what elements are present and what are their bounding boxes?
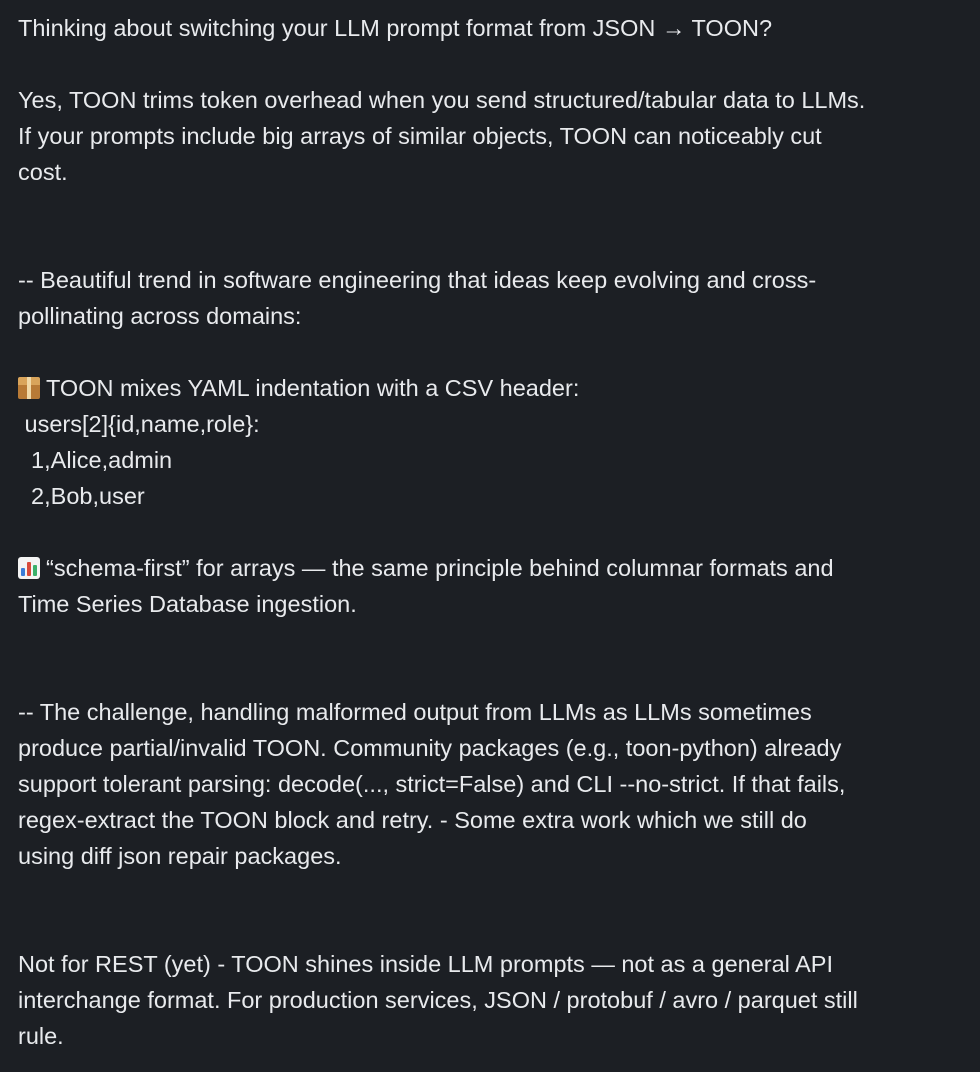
bar-chart-icon <box>18 557 40 579</box>
paragraph-line: If your prompts include big arrays of similar objects, TOON can noticeably cut <box>18 123 822 149</box>
challenge-line: -- The challenge, handling malformed output from LLMs as LLMs sometimes <box>18 699 812 725</box>
toon-heading-text: TOON mixes YAML indentation with a CSV header: <box>46 375 580 401</box>
code-line: 2,Bob,user <box>18 483 145 509</box>
challenge-line: support tolerant parsing: decode(..., strict=False) and CLI --no-strict. If that fails, <box>18 771 846 797</box>
challenge-line: using diff json repair packages. <box>18 843 342 869</box>
schema-text: “schema-first” for arrays — the same principle behind columnar formats and <box>46 555 834 581</box>
toon-heading-line <box>18 370 968 406</box>
rest-line: interchange format. For production services, JSON / protobuf / avro / parquet still <box>18 987 858 1013</box>
rest-line: rule. <box>18 1023 64 1049</box>
code-line: users[2]{id,name,role}: <box>18 411 260 437</box>
code-line: 1,Alice,admin <box>18 447 173 473</box>
schema-line: Time Series Database ingestion. <box>18 591 357 617</box>
challenge-line: produce partial/invalid TOON. Community packages (e.g., toon-python) already <box>18 735 842 761</box>
rest-line: Not for REST (yet) - TOON shines inside LLM prompts — not as a general API <box>18 951 834 977</box>
package-icon <box>18 377 40 399</box>
paragraph-line: Yes, TOON trims token overhead when you send structured/tabular data to LLMs. <box>18 87 866 113</box>
schema-line <box>18 550 968 586</box>
trend-line: -- Beautiful trend in software engineering that ideas keep evolving and cross- <box>18 267 817 293</box>
challenge-line: regex-extract the TOON block and retry. - Some extra work which we still do <box>18 807 807 833</box>
trend-line: pollinating across domains: <box>18 303 302 329</box>
post-text <box>18 10 968 1054</box>
paragraph-line: cost. <box>18 159 68 185</box>
intro-line: Thinking about switching your LLM prompt format from JSON → TOON? <box>18 15 773 41</box>
